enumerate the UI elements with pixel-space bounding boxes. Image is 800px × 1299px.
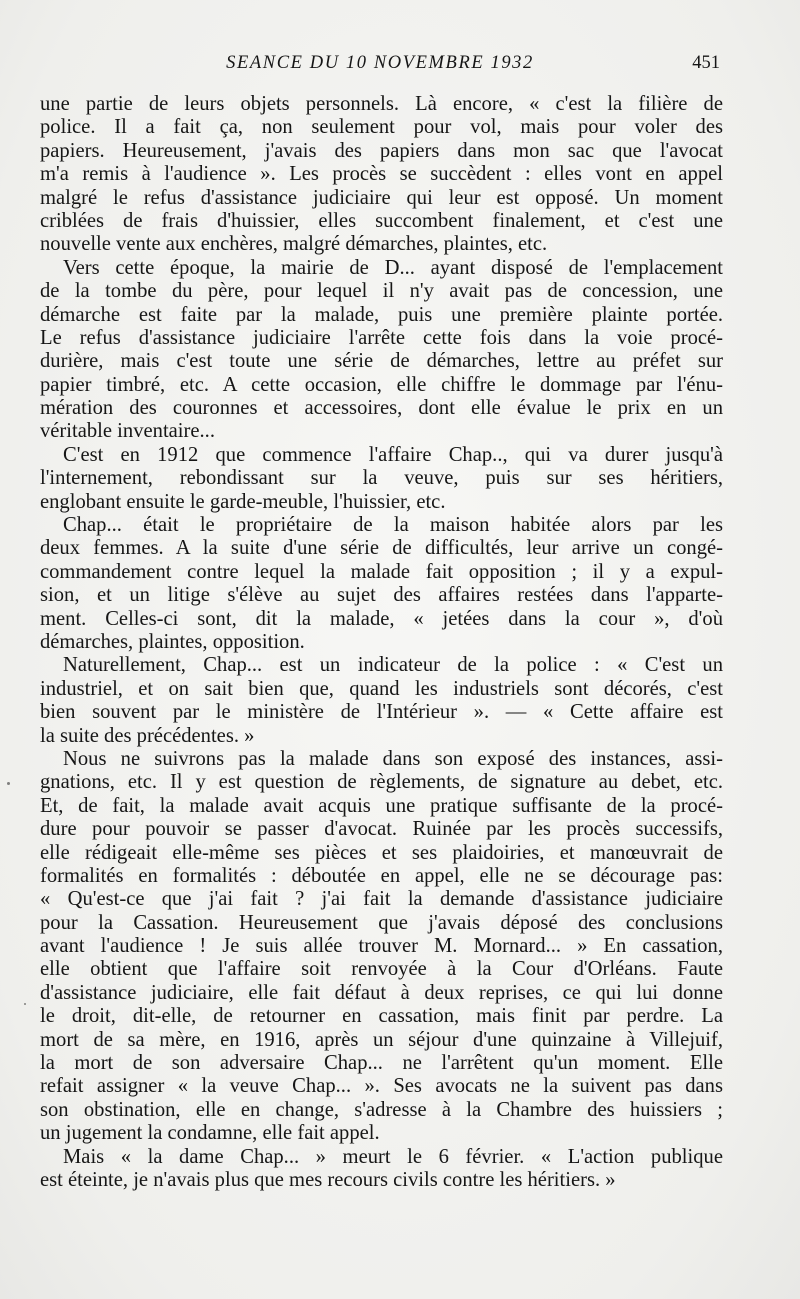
- text-line: C'est en 1912 que commence l'affaire Chap.., qui va durer jusqu'à: [63, 443, 723, 466]
- body-text: [40, 93, 723, 1192]
- paragraph: [40, 444, 723, 514]
- text-line: sion, et un litige s'élève au sujet des affaires restées dans l'apparte-: [40, 584, 723, 607]
- text-line: véritable inventaire...: [40, 420, 215, 443]
- text-line: Nous ne suivrons pas la malade dans son exposé des instances, assi-: [63, 747, 723, 770]
- text-line: malgré le refus d'assistance judiciaire qui leur est opposé. Un moment: [40, 186, 723, 209]
- text-line: criblées de frais d'huissier, elles succombent finalement, et c'est une: [40, 209, 723, 232]
- print-speck: [7, 782, 10, 785]
- text-line: durière, mais c'est toute une série de démarches, lettre au préfet sur: [40, 350, 723, 373]
- text-line: Et, de fait, la malade avait acquis une pratique suffisante de la procé-: [40, 794, 723, 817]
- text-line: démarche est faite par la malade, puis une première plainte portée.: [40, 303, 723, 326]
- paragraph: [40, 514, 723, 654]
- text-line: gnations, etc. Il y est question de règlements, de signature au debet, etc.: [40, 771, 723, 794]
- text-line: est éteinte, je n'avais plus que mes recours civils contre les héritiers. »: [40, 1168, 616, 1191]
- page-number: 451: [692, 53, 720, 73]
- text-line: avant l'audience ! Je suis allée trouver M. Mornard... » En cassation,: [40, 935, 723, 958]
- paragraph: [40, 748, 723, 1146]
- text-line: Mais « la dame Chap... » meurt le 6 février. « L'action publique: [63, 1145, 723, 1168]
- text-line: nouvelle vente aux enchères, malgré démarches, plaintes, etc.: [40, 233, 548, 256]
- text-line: une partie de leurs objets personnels. Là encore, « c'est la filière de: [40, 93, 723, 115]
- text-line: Vers cette époque, la mairie de D... ayant disposé de l'emplacement: [63, 256, 723, 279]
- text-line: papiers. Heureusement, j'avais des papiers dans mon sac que l'avocat: [40, 139, 723, 162]
- text-line: englobant ensuite le garde-meuble, l'huissier, etc.: [40, 490, 446, 513]
- text-line: mort de sa mère, en 1916, après un séjour d'une quinzaine à Villejuif,: [40, 1028, 723, 1051]
- text-line: commandement contre lequel la malade fait opposition ; il y a expul-: [40, 560, 723, 583]
- running-head: [40, 50, 720, 76]
- text-line: l'internement, rebondissant sur la veuve, puis sur ses héritiers,: [40, 467, 723, 490]
- text-line: de la tombe du père, pour lequel il n'y avait pas de concession, une: [40, 280, 723, 303]
- text-line: la suite des précédentes. »: [40, 724, 255, 747]
- text-line: Chap... était le propriétaire de la maison habitée alors par les: [63, 514, 723, 537]
- text-line: son obstination, elle en change, s'adresse à la Chambre des huissiers ;: [40, 1098, 723, 1121]
- text-line: Le refus d'assistance judiciaire l'arrête cette fois dans la voie procé-: [40, 326, 723, 349]
- text-line: dure pour pouvoir se passer d'avocat. Ruinée par les procès successifs,: [40, 818, 723, 841]
- print-speck: [24, 1003, 26, 1005]
- text-line: le droit, dit-elle, de retourner en cassation, mais finit par perdre. La: [40, 1005, 723, 1028]
- paragraph: [40, 257, 723, 444]
- text-line: démarches, plaintes, opposition.: [40, 630, 305, 653]
- paragraph: [40, 93, 723, 257]
- text-line: police. Il a fait ça, non seulement pour vol, mais pour voler des: [40, 116, 723, 139]
- text-line: Naturellement, Chap... est un indicateur de la police : « C'est un: [63, 654, 723, 677]
- text-line: elle rédigeait elle-même ses pièces et ses plaidoiries, et manœuvrait de: [40, 841, 723, 864]
- text-line: deux femmes. A la suite d'une série de difficultés, leur arrive un congé-: [40, 537, 723, 560]
- text-line: ment. Celles-ci sont, dit la malade, « jetées dans la cour », d'où: [40, 607, 723, 630]
- paragraph: [40, 1146, 723, 1193]
- paragraph: [40, 654, 723, 748]
- text-line: pour la Cassation. Heureusement que j'avais déposé des conclusions: [40, 911, 723, 934]
- text-line: mération des couronnes et accessoires, dont elle évalue le prix en un: [40, 397, 723, 420]
- text-line: d'assistance judiciaire, elle fait défaut à deux reprises, ce qui lui donne: [40, 981, 723, 1004]
- text-line: formalités en formalités : déboutée en appel, elle ne se décourage pas:: [40, 864, 723, 887]
- text-line: elle obtient que l'affaire soit renvoyée à la Cour d'Orléans. Faute: [40, 958, 723, 981]
- text-line: un jugement la condamne, elle fait appel.: [40, 1122, 380, 1145]
- text-line: « Qu'est-ce que j'ai fait ? j'ai fait la demande d'assistance judiciaire: [40, 888, 723, 911]
- text-line: m'a remis à l'audience ». Les procès se succèdent : elles vont en appel: [40, 163, 723, 186]
- text-line: la mort de son adversaire Chap... ne l'arrêtent qu'un moment. Elle: [40, 1052, 723, 1075]
- text-line: industriel, et on sait bien que, quand les industriels sont décorés, c'est: [40, 677, 723, 700]
- text-line: bien souvent par le ministère de l'Intérieur ». — « Cette affaire est: [40, 701, 723, 724]
- running-title: SEANCE DU 10 NOVEMBRE 1932: [226, 53, 534, 73]
- text-line: papier timbré, etc. A cette occasion, elle chiffre le dommage par l'énu-: [40, 373, 723, 396]
- text-line: refait assigner « la veuve Chap... ». Ses avocats ne la suivent pas dans: [40, 1075, 723, 1098]
